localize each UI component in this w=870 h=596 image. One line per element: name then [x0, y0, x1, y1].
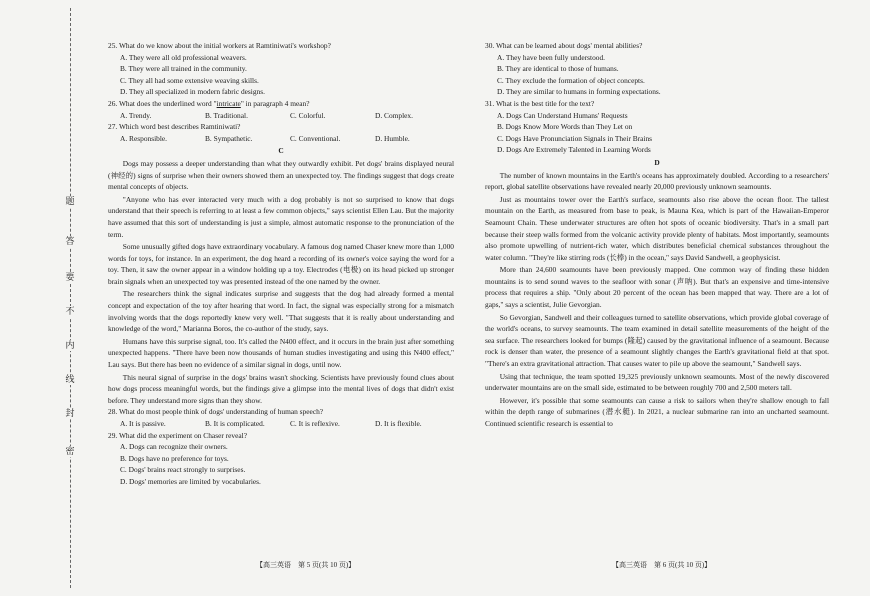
passage-paragraph: Humans have this surprise signal, too. It's called the N400 effect, and it occurs in the brain just after something unexpected happens. "There have been now thousands of human studies investigating and using this N400 effect," Lau says. But there has been no evidence of a similar signal in dogs, until now. [108, 336, 454, 370]
binding-char: 题 [63, 196, 77, 207]
binding-char: 答 [63, 236, 77, 247]
option: A. Trendy. [120, 110, 152, 120]
option: D. It is flexible. [375, 419, 422, 428]
question-26: 26. What does the underlined word "intricate" in paragraph 4 mean? [108, 98, 310, 108]
passage-paragraph: This neural signal of surprise in the dogs' brains wasn't shocking. Scientists have previously found clues about how dogs process meaningful words, but the findings give a glimpse into the mental lives of dogs that didn't exist before. They understand more signs than they show. [108, 372, 454, 405]
option: B. It is complicated. [205, 419, 265, 428]
section-heading: C [278, 146, 284, 156]
binding-char: 线 [63, 374, 77, 385]
option: B. Traditional. [205, 110, 248, 120]
underlined-word: intricate [216, 98, 241, 108]
option: B. Dogs have no preference for toys. [120, 453, 229, 463]
option: D. Dogs Are Extremely Talented in Learning Words [497, 145, 651, 155]
question-27: 27. Which word best describes Ramtiniwati? [108, 122, 241, 132]
option: A. They were all old professional weavers. [120, 52, 247, 62]
option: A. They have been fully understood. [497, 52, 606, 62]
option: A. Dogs Can Understand Humans' Requests [497, 110, 628, 120]
passage-paragraph: However, it's possible that some seamounts can cause a risk to sailors when they're shallow enough to fall within the depth range of submarines (潜水艇). In 2021, a nuclear submarine ran into an uncharted seamount. Continued scientific research is essential to [485, 395, 829, 428]
passage-paragraph: "Anyone who has ever interacted very much with a dog probably is not so surprised to know that dogs understand that their speech is referring to at least a few common objects," says scientist Ellen Lau. But the majority have assumed that this sort of understanding is just a simple, almost automatic response to the pronunciation of the term. [108, 194, 454, 239]
option: A. Responsible. [120, 133, 168, 143]
option: D. Dogs' memories are limited by vocabularies. [120, 476, 261, 486]
options-row [120, 110, 454, 122]
question-30: 30. What can be learned about dogs' mental abilities? [485, 41, 643, 50]
question-25: 25. What do we know about the initial workers at Ramtiniwati's workshop? [108, 41, 331, 50]
option: B. They were all trained in the community. [120, 64, 247, 74]
page-footer-left: 【高三英语 第 5 页(共 10 页)】 [256, 561, 356, 569]
option: C. Dogs' brains react strongly to surprises. [120, 465, 246, 475]
passage-paragraph: Using that technique, the team spotted 19,325 previously unknown seamounts. Most of the newly discovered underwater mountains are on the small side, estimated to be between roughly 700 and 2,500 meters tall. [485, 371, 829, 393]
option: D. Humble. [375, 133, 410, 143]
passage-paragraph: So Gevorgian, Sandwell and their colleagues turned to satellite observations, which provide global coverage of the world's oceans, to survey seamounts. The team examined in detail satellite measurements of the height of the sea surface. The researchers looked for bumps (隆起) caused by the gravitational influence of a seamount. Because rock is denser than water, the presence of a seamount slightly changes the Earth's gravitational field at that spot. "There's an extra gravitational attraction. That causes water to pile up above the seamount," Sandwell says. [485, 312, 829, 369]
option: C. They exclude the formation of object concepts. [497, 75, 645, 85]
passage-paragraph: More than 24,600 seamounts have been previously mapped. One common way of finding these hidden mountains is to send sound waves to the seafloor with sonar (声呐). But that's an expensive and time-intensive process that requires a ship. "Only about 20 percent of the ocean has been mapped that way. There are a lot of gaps," says a scientist, Julie Gevorgian. [485, 265, 829, 310]
option: D. They are similar to humans in forming expectations. [497, 87, 661, 97]
binding-char: 内 [63, 340, 77, 351]
binding-char: 要 [63, 272, 77, 283]
passage-paragraph: Just as mountains tower over the Earth's surface, seamounts also rise above the ocean floor. The tallest mountain on the Earth, as measured from base to peak, is Mauna Kea, which is part of the Hawaiian-Emperor Seamount Chain. These underwater structures are often hot spots of oceanic biodiversity. That's in a small part because their steep walls formed from the volcanic activity provide plenty of habitats. Most importantly, seamounts also promote upwelling of nutrient-rich water, which distributes beneficial chemical substances throughout the water column. "They're like stirring rods (长棒) in the ocean," says David Sandwell, a geophysicist. [485, 194, 829, 262]
passage-paragraph: Dogs may possess a deeper understanding than what they outwardly exhibit. Pet dogs' brains displayed neural (神经的) signs of surprise when their owners showed them an unexpected toy. The findings suggest that dogs create mental concepts of objects. [108, 158, 454, 192]
binding-margin [0, 0, 92, 596]
question-28: 28. What do most people think of dogs' understanding of human speech? [108, 407, 324, 417]
option: D. Complex. [375, 110, 413, 120]
option: D. They all specialized in modern fabric designs. [120, 87, 265, 97]
binding-char: 封 [63, 408, 77, 419]
options-row [120, 133, 454, 145]
binding-line [70, 8, 71, 588]
option: B. Dogs Know More Words than They Let on [497, 122, 633, 132]
option: C. Dogs Have Pronunciation Signals in Their Brains [497, 133, 653, 143]
option: B. Sympathetic. [205, 133, 253, 143]
passage-paragraph: The number of known mountains in the Earth's oceans has approximately doubled. According to a researchers' report, global satellite observations have revealed nearly 20,000 previously unknown seamounts. [485, 170, 829, 192]
right-column [485, 40, 829, 430]
option: C. Colorful. [290, 110, 326, 120]
left-column [108, 40, 454, 488]
option: C. They all had some extensive weaving skills. [120, 75, 259, 85]
passage-paragraph: Some unusually gifted dogs have extraordinary vocabulary. A famous dog named Chaser knew more than 1,000 words for toys, for instance. In an experiment, the dog heard a recording of its owner's voice saying the word for a toy. Then, it saw the owner appear in a window holding up a toy. Electrodes (电极) on its head picked up stronger brain signals when an unexpected toy was presented instead of the one named by the owner. [108, 242, 454, 286]
option: C. Conventional. [290, 133, 341, 143]
binding-char: 密 [63, 446, 77, 457]
question-29: 29. What did the experiment on Chaser reveal? [108, 430, 248, 440]
option: A. It is passive. [120, 419, 166, 428]
option: B. They are identical to those of humans. [497, 64, 619, 74]
page-footer-right: 【高三英语 第 6 页(共 10 页)】 [612, 561, 712, 569]
question-31: 31. What is the best title for the text? [485, 98, 595, 108]
passage-paragraph: The researchers think the signal indicates surprise and suggests that the dog had already formed a mental concept and expectation of the toy after hearing that word. In fact, the signal was especially strong for a mismatch involving words that the dogs reportedly knew very well. "That suggests that it is really about understanding and knowledge of the word," Marianna Boros, the co-author of the study, says. [108, 289, 454, 334]
option: C. It is reflexive. [290, 419, 340, 428]
section-heading: D [654, 157, 660, 167]
options-row [120, 418, 454, 430]
binding-char: 不 [63, 306, 77, 317]
option: A. Dogs can recognize their owners. [120, 442, 228, 452]
